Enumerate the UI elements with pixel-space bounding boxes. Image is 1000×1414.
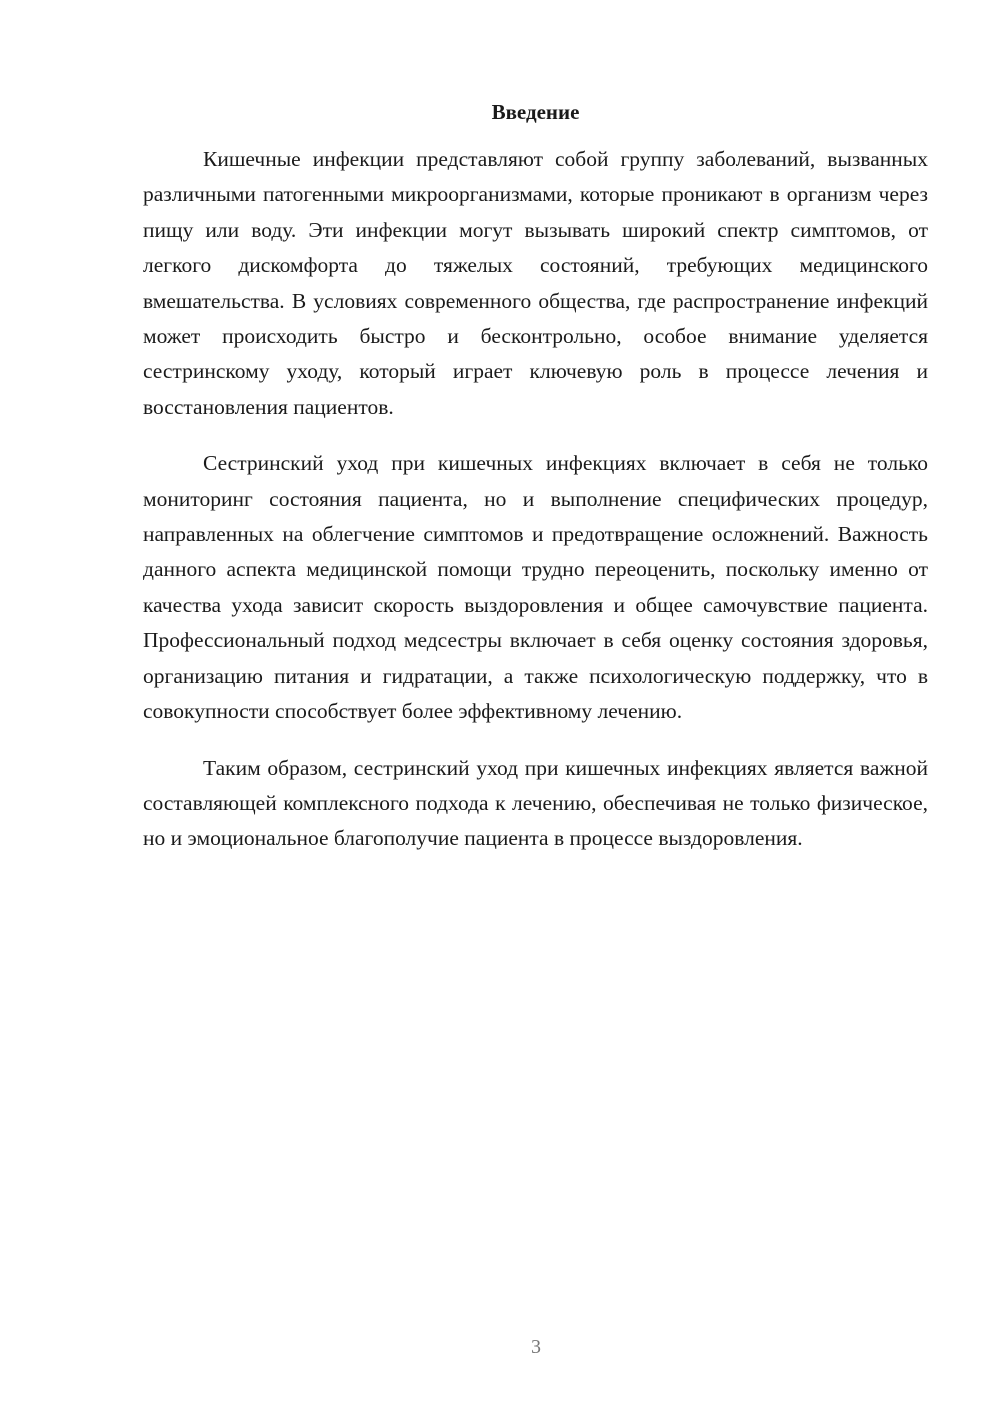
page-number: 3: [531, 1336, 541, 1358]
paragraph: Кишечные инфекции представляют собой группу заболеваний, вызванных различными патогенными микроорганизмами, которые проникают в организм через пищу или воду. Эти инфекции могут вызывать широкий спектр симптомов, от легкого дискомфорта до тяжелых состояний, требующих медицинского вмешательства. В условиях современного общества, где распространение инфекций может происходить быстро и бесконтрольно, особое внимание уделяется сестринскому уходу, который играет ключевую роль в процессе лечения и восстановления пациентов.: [143, 147, 928, 419]
section-heading: Введение: [491, 100, 580, 124]
paragraph: Сестринский уход при кишечных инфекциях включает в себя не только мониторинг состояния пациента, но и выполнение специфических процедур, направленных на облегчение симптомов и предотвращение осложнений. Важность данного аспекта медицинской помощи трудно переоценить, поскольку именно от качества ухода зависит скорость выздоровления и общее самочувствие пациента. Профессиональный подход медсестры включает в себя оценку состояния здоровья, организацию питания и гидратации, а также психологическую поддержку, что в совокупности способствует более эффективному лечению.: [143, 451, 928, 724]
body-text: [143, 142, 928, 878]
paragraph: Таким образом, сестринский уход при кишечных инфекциях является важной составляющей комплексного подхода к лечению, обеспечивая не только физическое, но и эмоциональное благополучие пациента в процессе выздоровления.: [143, 755, 928, 851]
